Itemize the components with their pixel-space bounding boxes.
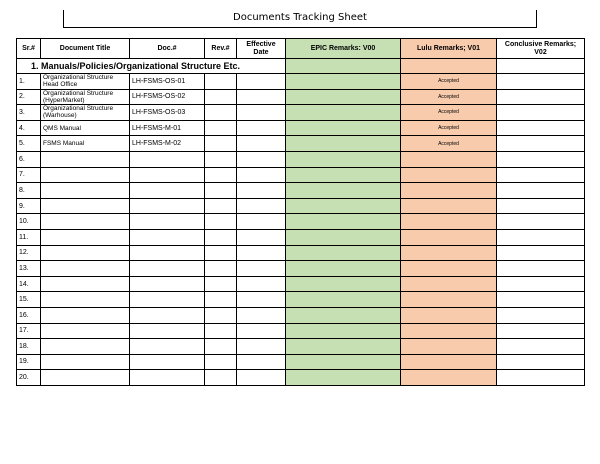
lulu-remarks-cell bbox=[401, 354, 497, 370]
document-title-cell bbox=[41, 292, 130, 308]
rev-cell bbox=[205, 339, 237, 355]
lulu-remarks-cell: Accepted bbox=[401, 74, 497, 90]
doc-number-cell bbox=[130, 307, 205, 323]
col-header-rev: Rev.# bbox=[205, 39, 237, 59]
table-row bbox=[17, 307, 585, 323]
effective-date-cell bbox=[237, 198, 286, 214]
lulu-remarks-cell bbox=[401, 370, 497, 386]
sr-cell: 4. bbox=[17, 120, 41, 136]
document-title-cell bbox=[41, 214, 130, 230]
lulu-remarks-cell bbox=[401, 183, 497, 199]
doc-number-cell bbox=[130, 198, 205, 214]
document-title-cell bbox=[41, 229, 130, 245]
doc-number-cell: LH-FSMS-M-01 bbox=[130, 120, 205, 136]
conclusive-remarks-cell bbox=[497, 120, 585, 136]
effective-date-cell bbox=[237, 183, 286, 199]
lulu-remarks-cell: Accepted bbox=[401, 136, 497, 152]
rev-cell bbox=[205, 229, 237, 245]
sr-cell: 14. bbox=[17, 276, 41, 292]
col-header-epic-remarks: EPIC Remarks: V00 bbox=[286, 39, 401, 59]
lulu-remarks-cell: Accepted bbox=[401, 105, 497, 121]
rev-cell bbox=[205, 245, 237, 261]
conclusive-remarks-cell bbox=[497, 89, 585, 105]
lulu-remarks-cell: Accepted bbox=[401, 89, 497, 105]
effective-date-cell bbox=[237, 276, 286, 292]
conclusive-remarks-cell bbox=[497, 183, 585, 199]
epic-remarks-cell bbox=[286, 307, 401, 323]
effective-date-cell bbox=[237, 214, 286, 230]
epic-remarks-cell bbox=[286, 229, 401, 245]
document-title-cell: Organizational Structure (HyperMarket) bbox=[41, 89, 130, 105]
table-row bbox=[17, 74, 585, 90]
rev-cell bbox=[205, 167, 237, 183]
conclusive-remarks-cell bbox=[497, 323, 585, 339]
table-row bbox=[17, 151, 585, 167]
sr-cell: 11. bbox=[17, 229, 41, 245]
table-row bbox=[17, 339, 585, 355]
lulu-cell bbox=[401, 59, 497, 74]
doc-number-cell bbox=[130, 261, 205, 277]
rev-cell bbox=[205, 261, 237, 277]
col-header-lulu-remarks: Lulu Remarks; V01 bbox=[401, 39, 497, 59]
effective-date-cell bbox=[237, 261, 286, 277]
table-row bbox=[17, 167, 585, 183]
effective-date-cell bbox=[237, 292, 286, 308]
effective-date-cell bbox=[237, 74, 286, 90]
document-title-cell bbox=[41, 370, 130, 386]
lulu-remarks-cell bbox=[401, 229, 497, 245]
doc-number-cell: LH-FSMS-OS-01 bbox=[130, 74, 205, 90]
conclusive-remarks-cell bbox=[497, 198, 585, 214]
table-row bbox=[17, 229, 585, 245]
sr-cell: 1. bbox=[17, 74, 41, 90]
conclusive-remarks-cell bbox=[497, 339, 585, 355]
table-row bbox=[17, 370, 585, 386]
effective-date-cell bbox=[237, 245, 286, 261]
doc-number-cell bbox=[130, 214, 205, 230]
doc-number-cell bbox=[130, 339, 205, 355]
epic-remarks-cell bbox=[286, 214, 401, 230]
conclusive-remarks-cell bbox=[497, 292, 585, 308]
effective-date-cell bbox=[237, 105, 286, 121]
sr-cell: 12. bbox=[17, 245, 41, 261]
document-title-cell bbox=[41, 198, 130, 214]
effective-date-cell bbox=[237, 136, 286, 152]
conclusive-remarks-cell bbox=[497, 245, 585, 261]
conclusive-remarks-cell bbox=[497, 151, 585, 167]
sr-cell: 8. bbox=[17, 183, 41, 199]
sr-cell: 2. bbox=[17, 89, 41, 105]
col-header-conclusive-remarks: Conclusive Remarks; V02 bbox=[497, 39, 585, 59]
lulu-remarks-cell bbox=[401, 151, 497, 167]
document-title-cell bbox=[41, 261, 130, 277]
doc-number-cell bbox=[130, 276, 205, 292]
sr-cell: 20. bbox=[17, 370, 41, 386]
epic-remarks-cell bbox=[286, 183, 401, 199]
doc-number-cell bbox=[130, 151, 205, 167]
epic-remarks-cell bbox=[286, 105, 401, 121]
effective-date-cell bbox=[237, 354, 286, 370]
doc-number-cell bbox=[130, 167, 205, 183]
epic-remarks-cell bbox=[286, 136, 401, 152]
sr-cell: 18. bbox=[17, 339, 41, 355]
lulu-remarks-cell bbox=[401, 261, 497, 277]
epic-remarks-cell bbox=[286, 354, 401, 370]
conclusive-remarks-cell bbox=[497, 74, 585, 90]
conclusive-remarks-cell bbox=[497, 167, 585, 183]
table-row bbox=[17, 198, 585, 214]
table-row bbox=[17, 276, 585, 292]
lulu-remarks-cell bbox=[401, 339, 497, 355]
document-title-cell: Organizational Structure Head Office bbox=[41, 74, 130, 90]
effective-date-cell bbox=[237, 120, 286, 136]
sr-cell: 5. bbox=[17, 136, 41, 152]
sr-cell: 17. bbox=[17, 323, 41, 339]
rev-cell bbox=[205, 354, 237, 370]
document-title-cell bbox=[41, 307, 130, 323]
table-row bbox=[17, 120, 585, 136]
table-row bbox=[17, 245, 585, 261]
conclusive-remarks-cell bbox=[497, 229, 585, 245]
effective-date-cell bbox=[237, 370, 286, 386]
document-title-cell bbox=[41, 323, 130, 339]
table-row bbox=[17, 105, 585, 121]
effective-date-cell bbox=[237, 229, 286, 245]
table-row bbox=[17, 89, 585, 105]
sr-cell: 15. bbox=[17, 292, 41, 308]
lulu-remarks-cell bbox=[401, 167, 497, 183]
epic-remarks-cell bbox=[286, 292, 401, 308]
table-row bbox=[17, 261, 585, 277]
rev-cell bbox=[205, 214, 237, 230]
conclusive-remarks-cell bbox=[497, 105, 585, 121]
table-row bbox=[17, 323, 585, 339]
document-title-cell bbox=[41, 339, 130, 355]
epic-remarks-cell bbox=[286, 74, 401, 90]
doc-number-cell bbox=[130, 183, 205, 199]
effective-date-cell bbox=[237, 89, 286, 105]
rev-cell bbox=[205, 136, 237, 152]
doc-number-cell bbox=[130, 229, 205, 245]
lulu-remarks-cell: Accepted bbox=[401, 120, 497, 136]
conclusive-remarks-cell bbox=[497, 276, 585, 292]
rev-cell bbox=[205, 323, 237, 339]
table-row bbox=[17, 354, 585, 370]
doc-number-cell bbox=[130, 370, 205, 386]
document-title-cell bbox=[41, 245, 130, 261]
document-title-cell: QMS Manual bbox=[41, 120, 130, 136]
lulu-remarks-cell bbox=[401, 276, 497, 292]
sr-cell: 13. bbox=[17, 261, 41, 277]
rev-cell bbox=[205, 74, 237, 90]
epic-cell bbox=[286, 59, 401, 74]
document-title-cell bbox=[41, 183, 130, 199]
lulu-remarks-cell bbox=[401, 245, 497, 261]
sr-cell: 7. bbox=[17, 167, 41, 183]
effective-date-cell bbox=[237, 307, 286, 323]
rev-cell bbox=[205, 370, 237, 386]
rev-cell bbox=[205, 292, 237, 308]
rev-cell bbox=[205, 183, 237, 199]
header-row bbox=[17, 39, 585, 59]
table-row bbox=[17, 292, 585, 308]
conclusive-cell bbox=[497, 59, 585, 74]
epic-remarks-cell bbox=[286, 261, 401, 277]
sr-cell: 19. bbox=[17, 354, 41, 370]
lulu-remarks-cell bbox=[401, 307, 497, 323]
effective-date-cell bbox=[237, 323, 286, 339]
col-header-effective-date: Effective Date bbox=[237, 39, 286, 59]
conclusive-remarks-cell bbox=[497, 354, 585, 370]
document-title-cell bbox=[41, 354, 130, 370]
epic-remarks-cell bbox=[286, 198, 401, 214]
doc-number-cell bbox=[130, 323, 205, 339]
section-title: 1. Manuals/Policies/Organizational Structure Etc. bbox=[17, 59, 286, 74]
sr-cell: 6. bbox=[17, 151, 41, 167]
rev-cell bbox=[205, 151, 237, 167]
effective-date-cell bbox=[237, 167, 286, 183]
document-title-cell bbox=[41, 151, 130, 167]
document-title-cell: FSMS Manual bbox=[41, 136, 130, 152]
conclusive-remarks-cell bbox=[497, 370, 585, 386]
effective-date-cell bbox=[237, 339, 286, 355]
epic-remarks-cell bbox=[286, 89, 401, 105]
conclusive-remarks-cell bbox=[497, 136, 585, 152]
conclusive-remarks-cell bbox=[497, 307, 585, 323]
lulu-remarks-cell bbox=[401, 198, 497, 214]
conclusive-remarks-cell bbox=[497, 214, 585, 230]
epic-remarks-cell bbox=[286, 151, 401, 167]
section-row bbox=[17, 59, 585, 74]
table-row bbox=[17, 183, 585, 199]
epic-remarks-cell bbox=[286, 323, 401, 339]
doc-number-cell: LH-FSMS-M-02 bbox=[130, 136, 205, 152]
lulu-remarks-cell bbox=[401, 323, 497, 339]
sheet-title: Documents Tracking Sheet bbox=[63, 10, 537, 28]
lulu-remarks-cell bbox=[401, 214, 497, 230]
sr-cell: 9. bbox=[17, 198, 41, 214]
sr-cell: 3. bbox=[17, 105, 41, 121]
doc-number-cell bbox=[130, 245, 205, 261]
table-row bbox=[17, 136, 585, 152]
documents-table bbox=[16, 38, 585, 386]
doc-number-cell bbox=[130, 354, 205, 370]
doc-number-cell bbox=[130, 292, 205, 308]
epic-remarks-cell bbox=[286, 339, 401, 355]
epic-remarks-cell bbox=[286, 120, 401, 136]
epic-remarks-cell bbox=[286, 370, 401, 386]
rev-cell bbox=[205, 276, 237, 292]
rev-cell bbox=[205, 307, 237, 323]
effective-date-cell bbox=[237, 151, 286, 167]
rev-cell bbox=[205, 89, 237, 105]
col-header-title: Document Title bbox=[41, 39, 130, 59]
sr-cell: 10. bbox=[17, 214, 41, 230]
document-title-cell: Organizational Structure (Warhouse) bbox=[41, 105, 130, 121]
document-title-cell bbox=[41, 276, 130, 292]
epic-remarks-cell bbox=[286, 276, 401, 292]
epic-remarks-cell bbox=[286, 167, 401, 183]
sr-cell: 16. bbox=[17, 307, 41, 323]
table-row bbox=[17, 214, 585, 230]
lulu-remarks-cell bbox=[401, 292, 497, 308]
rev-cell bbox=[205, 198, 237, 214]
rev-cell bbox=[205, 120, 237, 136]
col-header-sr: Sr.# bbox=[17, 39, 41, 59]
doc-number-cell: LH-FSMS-OS-02 bbox=[130, 89, 205, 105]
conclusive-remarks-cell bbox=[497, 261, 585, 277]
col-header-doc: Doc.# bbox=[130, 39, 205, 59]
document-title-cell bbox=[41, 167, 130, 183]
epic-remarks-cell bbox=[286, 245, 401, 261]
rev-cell bbox=[205, 105, 237, 121]
doc-number-cell: LH-FSMS-OS-03 bbox=[130, 105, 205, 121]
